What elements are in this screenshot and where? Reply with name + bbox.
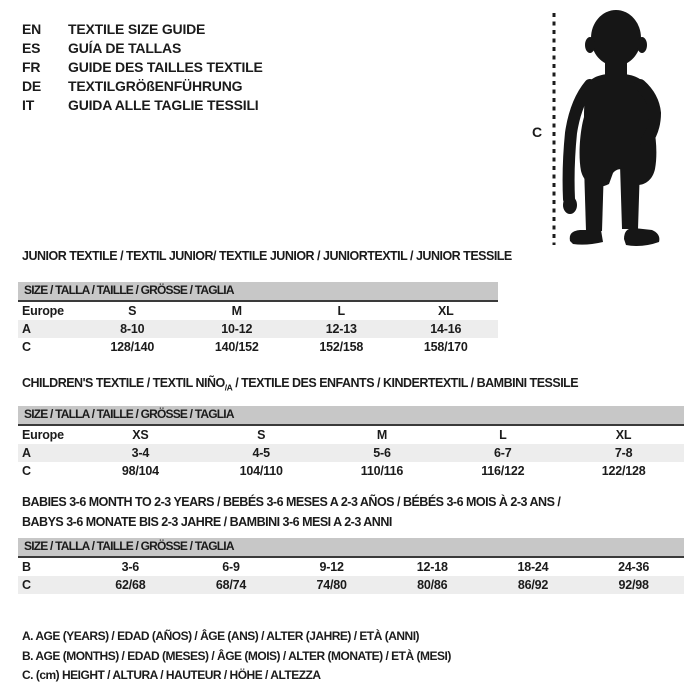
table-title-text: CHILDREN'S TEXTILE / TEXTIL NIÑO [22, 376, 225, 390]
column-header: XL [615, 428, 632, 442]
table-row [18, 462, 684, 480]
table-title-line2: BABYS 3-6 MONATE BIS 2-3 JAHRE / BAMBINI 3-6 MESI A 2-3 ANNI [22, 515, 392, 529]
size-table [18, 558, 684, 594]
table-cell: 7-8 [614, 446, 633, 460]
column-header: L [337, 304, 345, 318]
table-cell: 140/152 [214, 340, 259, 354]
language-label: GUÍA DE TALLAS [68, 40, 182, 56]
table-cell: 104/110 [239, 464, 283, 478]
language-row-fr [22, 58, 263, 77]
table-title [22, 492, 560, 532]
language-code: ES [22, 40, 41, 56]
table-cell: 74/80 [316, 578, 347, 592]
table-cell: 122/128 [601, 464, 646, 478]
table-row [18, 426, 684, 444]
table-cell: 10-12 [221, 322, 253, 336]
table-cell: 152/158 [319, 340, 364, 354]
language-row-it [22, 96, 263, 115]
size-table [18, 302, 498, 356]
size-header-bar: SIZE / TALLA / TAILLE / GRÖSSE / TAGLIA [18, 282, 498, 302]
toddler-body-shape [563, 10, 659, 246]
language-code: FR [22, 59, 41, 75]
language-code: DE [22, 78, 42, 94]
table-title-subscript: /A [224, 382, 233, 393]
table-row [18, 576, 684, 594]
row-label: C [22, 578, 31, 592]
row-label: A [22, 446, 31, 460]
language-label: TEXTILE SIZE GUIDE [68, 21, 206, 37]
table-cell: 110/116 [360, 464, 404, 478]
legend-line-c: C. (cm) HEIGHT / ALTURA / HAUTEUR / HÖHE / ALTEZZA [22, 668, 321, 682]
column-header: M [376, 428, 388, 442]
row-label: C [22, 464, 31, 478]
language-code: EN [22, 21, 42, 37]
table-row [18, 444, 684, 462]
table-row [18, 320, 498, 338]
language-code: IT [22, 97, 35, 113]
row-label: A [22, 322, 31, 336]
language-label: GUIDA ALLE TAGLIE TESSILI [68, 97, 259, 113]
language-row-es [22, 39, 263, 58]
column-header: S [128, 304, 137, 318]
table-cell: 14-16 [430, 322, 462, 336]
row-label: Europe [22, 428, 64, 442]
table-cell: 116/122 [481, 464, 525, 478]
table-cell: 3-4 [131, 446, 150, 460]
table-cell: 68/74 [215, 578, 247, 592]
table-row [18, 302, 498, 320]
babies-textile-table [18, 492, 684, 596]
height-marker-label: C [532, 124, 543, 140]
table-cell: 5-6 [373, 446, 391, 460]
table-title-text: / TEXTILE DES ENFANTS / KINDERTEXTIL / BAMBINI TESSILE [232, 376, 579, 390]
table-cell: 12-18 [416, 560, 448, 574]
table-title-line1: BABIES 3-6 MONTH TO 2-3 YEARS / BEBÉS 3-6 MESES A 2-3 AÑOS / BÉBÉS 3-6 MOIS À 2-3 ANS / [22, 495, 561, 509]
table-cell: 62/68 [115, 578, 146, 592]
table-title [22, 376, 578, 393]
table-cell: 158/170 [423, 340, 468, 354]
table-cell: 18-24 [517, 560, 549, 574]
language-label: GUIDE DES TAILLES TEXTILE [68, 59, 263, 75]
column-header: XS [132, 428, 149, 442]
column-header: XL [437, 304, 454, 318]
childrens-textile-table [18, 376, 684, 481]
junior-textile-table [18, 249, 512, 359]
table-cell: 86/92 [517, 578, 549, 592]
size-header-bar: SIZE / TALLA / TAILLE / GRÖSSE / TAGLIA [18, 538, 684, 558]
table-cell: 8-10 [120, 322, 145, 336]
table-cell: 98/104 [121, 464, 159, 478]
table-cell: 6-7 [494, 446, 512, 460]
row-label: C [22, 340, 31, 354]
row-label: B [22, 560, 31, 574]
table-title: JUNIOR TEXTILE / TEXTIL JUNIOR/ TEXTILE JUNIOR / JUNIORTEXTIL / JUNIOR TESSILE [22, 249, 512, 263]
table-cell: 12-13 [325, 322, 357, 336]
table-cell: 80/86 [417, 578, 448, 592]
table-row [18, 338, 498, 356]
language-label: TEXTILGRÖßENFÜHRUNG [68, 78, 243, 94]
row-label: Europe [22, 304, 64, 318]
table-cell: 24-36 [618, 560, 650, 574]
table-row [18, 558, 684, 576]
column-header: L [499, 428, 507, 442]
table-cell: 6-9 [222, 560, 240, 574]
legend-line-a: A. AGE (YEARS) / EDAD (AÑOS) / ÂGE (ANS) / ALTER (JAHRE) / ETÀ (ANNI) [22, 629, 420, 643]
column-header: S [257, 428, 266, 442]
table-cell: 9-12 [319, 560, 344, 574]
table-cell: 3-6 [121, 560, 140, 574]
size-header-bar: SIZE / TALLA / TAILLE / GRÖSSE / TAGLIA [18, 406, 684, 426]
table-cell: 92/98 [618, 578, 649, 592]
table-cell: 128/140 [110, 340, 155, 354]
language-row-en [22, 20, 263, 39]
legend [22, 627, 451, 686]
table-cell: 4-5 [252, 446, 270, 460]
column-header: M [231, 304, 242, 318]
legend-line-b: B. AGE (MONTHS) / EDAD (MESES) / ÂGE (MOIS) / ALTER (MONATE) / ETÀ (MESI) [22, 648, 451, 663]
child-silhouette-icon [528, 5, 668, 250]
language-row-de [22, 77, 263, 96]
size-table [18, 426, 684, 480]
language-list [22, 20, 263, 115]
